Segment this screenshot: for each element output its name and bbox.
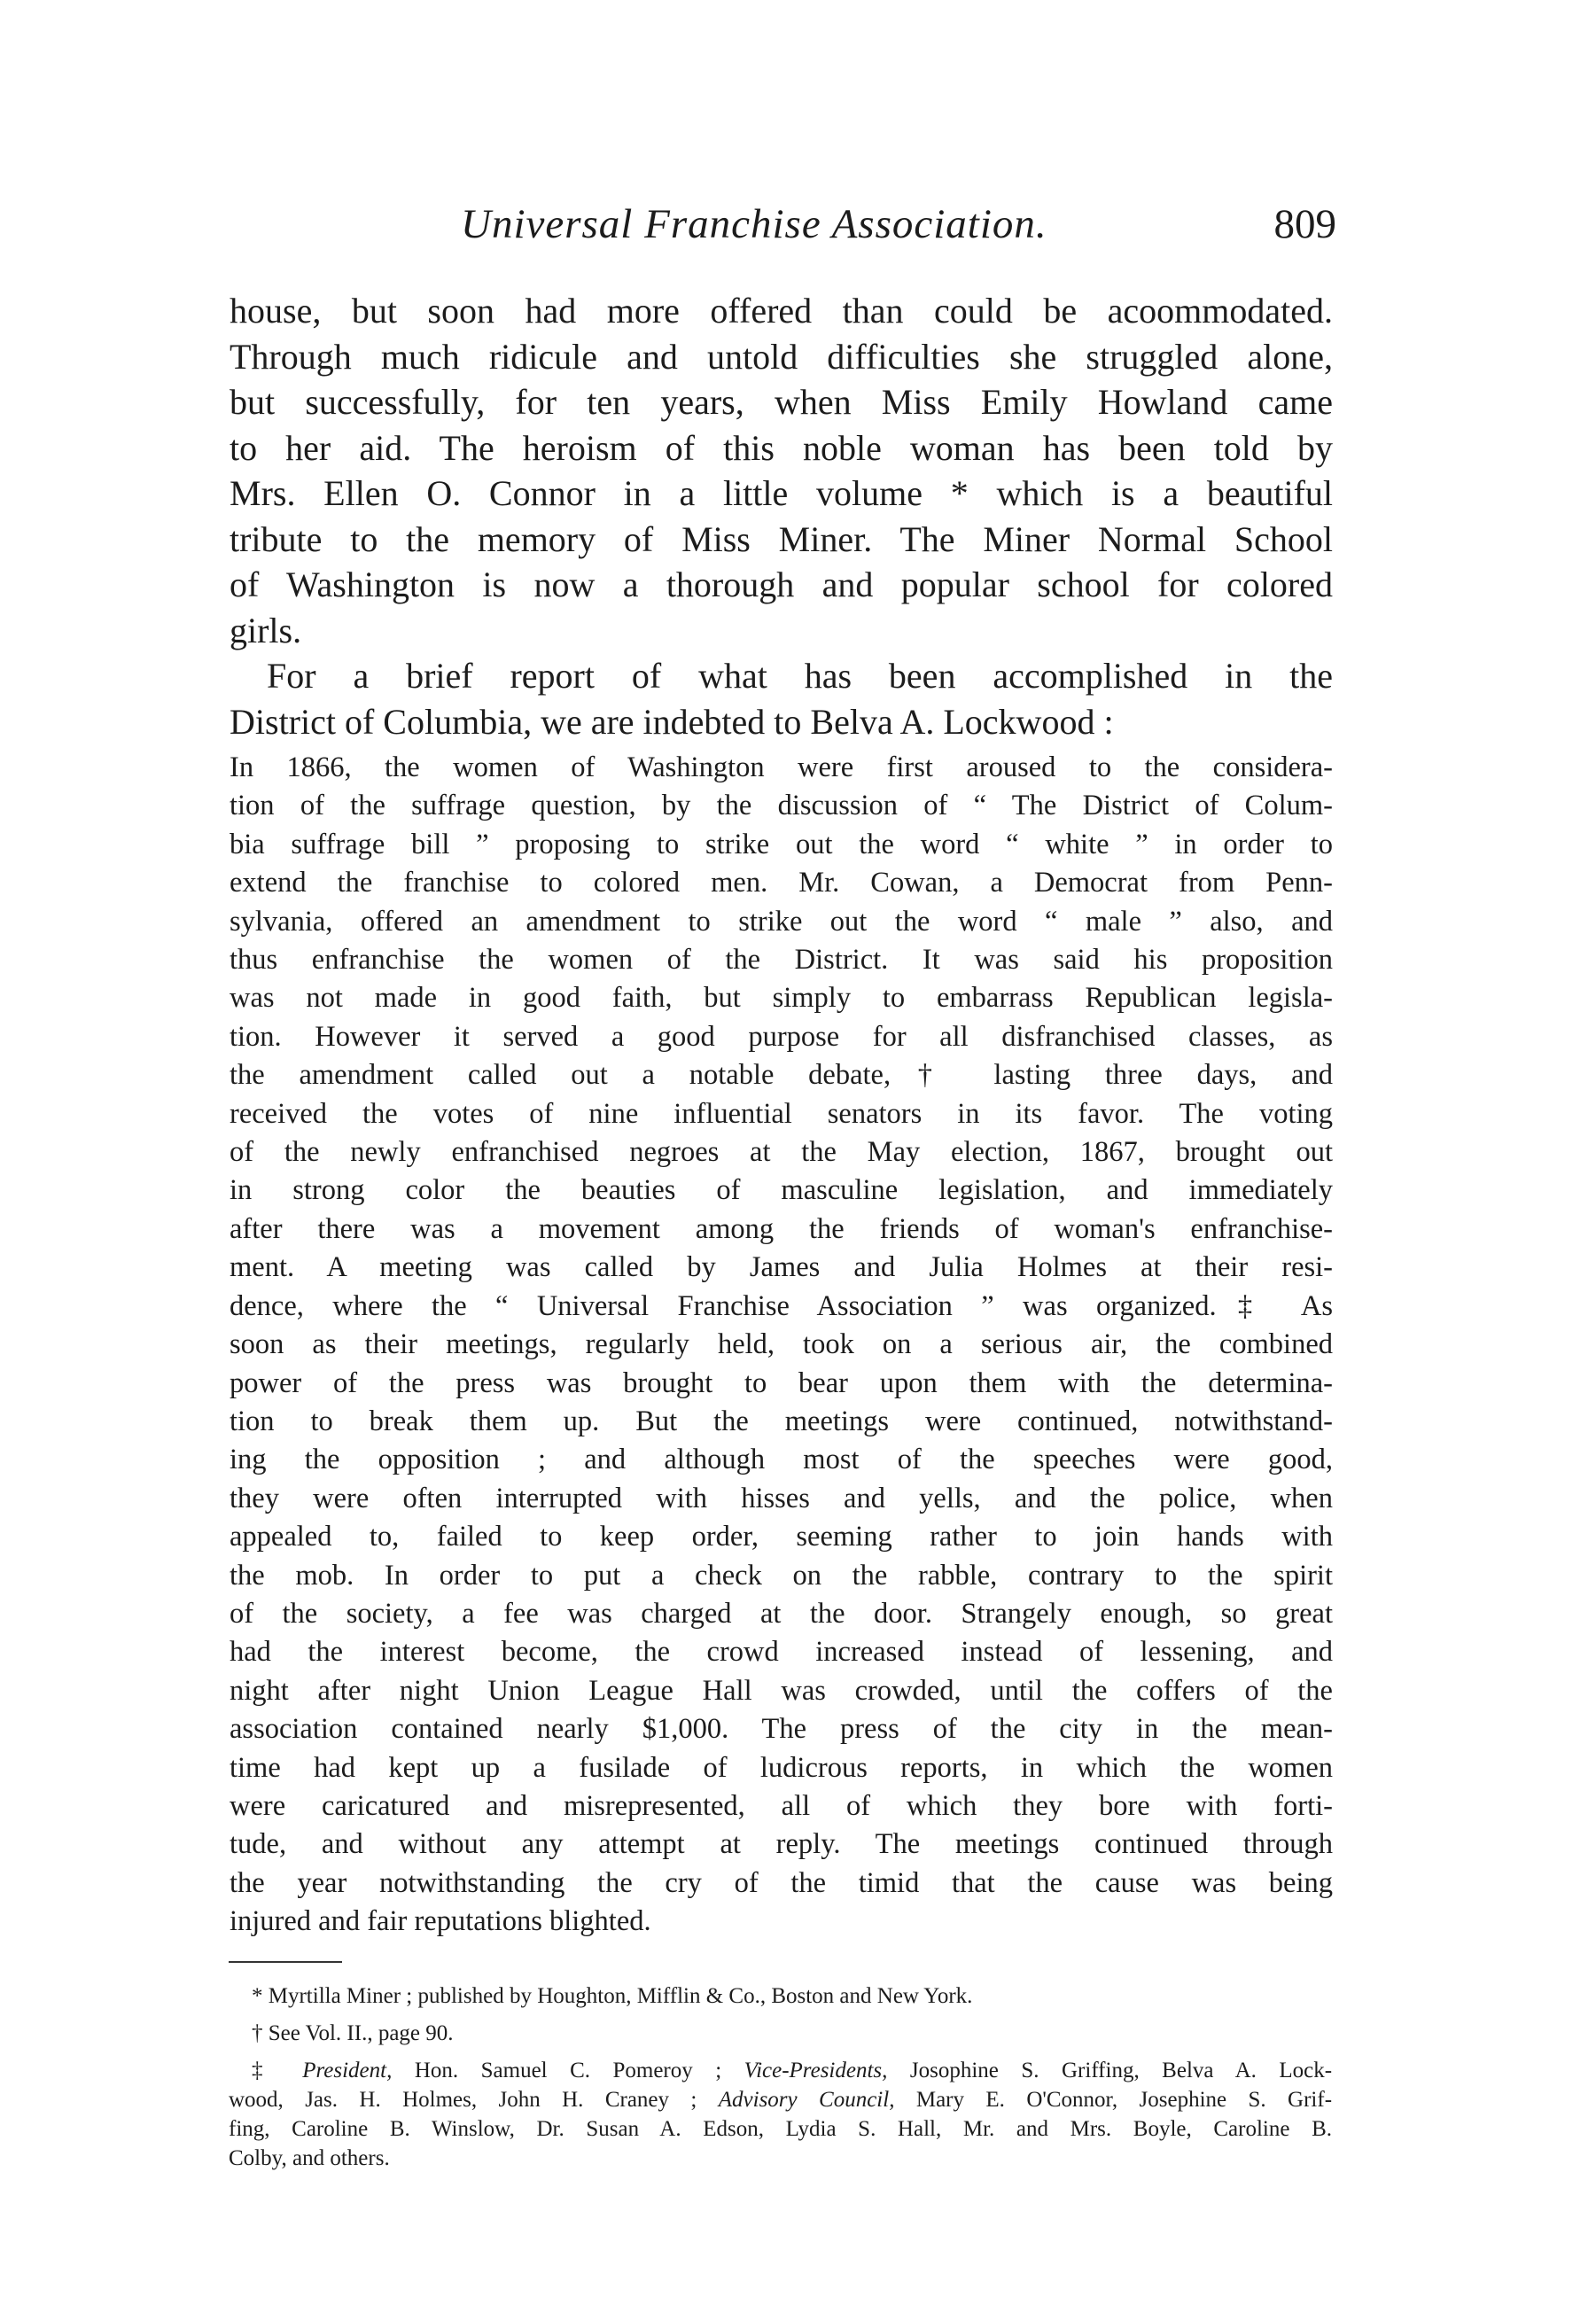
footnote-2: † See Vol. II., page 90. <box>252 2021 454 2045</box>
footnote-3-line: Colby, and others. <box>229 2146 390 2170</box>
extract-line: appealed to, failed to keep order, seeming rather to join hands with <box>230 1521 1333 1553</box>
footnote-label-president: President, <box>302 2059 393 2082</box>
extract-line: after there was a movement among the friends of woman's enfranchise- <box>230 1212 1333 1245</box>
running-head <box>229 200 1336 262</box>
extract-line: was not made in good faith, but simply to embarrass Republican legisla- <box>230 982 1333 1015</box>
extract-line: of the newly enfranchised negroes at the May election, 1867, brought out <box>230 1136 1333 1169</box>
text-line: tribute to the memory of Miss Miner. The Miner Normal School <box>230 518 1333 559</box>
extract-line: in strong color the beauties of masculine legislation, and immediately <box>230 1174 1333 1207</box>
quoted-extract <box>230 749 1333 1942</box>
extract-line: received the votes of nine influential senators in its favor. The voting <box>230 1097 1333 1130</box>
footnote-3-line <box>229 2085 1332 2114</box>
footnote-3-line: fing, Caroline B. Winslow, Dr. Susan A. Edson, Lydia S. Hall, Mr. and Mrs. Boyle, Caroline B. <box>229 2117 1332 2141</box>
body-text <box>230 288 1333 1942</box>
extract-line: the mob. In order to put a check on the rabble, contrary to the spirit <box>230 1559 1333 1592</box>
extract-line: were caricatured and misrepresented, all of which they bore with forti- <box>230 1789 1333 1822</box>
text-line: but successfully, for ten years, when Miss Emily Howland came <box>230 382 1333 422</box>
extract-line: soon as their meetings, regularly held, took on a serious air, the combined <box>230 1328 1333 1361</box>
running-title: Universal Franchise Association. <box>461 201 1047 247</box>
text-line: District of Columbia, we are indebted to Belva A. Lockwood : <box>230 701 1114 742</box>
main-paragraph <box>230 288 1333 653</box>
extract-line: bia suffrage bill ” proposing to strike out the word “ white ” in order to <box>230 828 1333 860</box>
extract-line: ment. A meeting was called by James and Julia Holmes at their resi- <box>230 1251 1333 1284</box>
extract-line: the year notwithstanding the cry of the timid that the cause was being <box>230 1866 1333 1899</box>
extract-line: tion of the suffrage question, by the discussion of “ The District of Colum- <box>230 790 1333 822</box>
footnote-rule <box>229 1961 342 1963</box>
extract-line: the amendment called out a notable debate,† lasting three days, and <box>230 1059 1333 1092</box>
footnote-label-vice: Vice-Presidents, <box>744 2059 888 2082</box>
footnote-label-advisory: Advisory Council, <box>718 2088 895 2112</box>
footnote-3 <box>229 2056 1332 2173</box>
extract-line: they were often interrupted with hisses and yells, and the police, when <box>230 1482 1333 1514</box>
text-line: house, but soon had more offered than could be acoommodated. <box>230 291 1333 331</box>
extract-line: of the society, a fee was charged at the door. Strangely enough, so great <box>230 1597 1333 1630</box>
extract-line: night after night Union League Hall was crowded, until the coffers of the <box>230 1674 1333 1707</box>
intro-paragraph <box>230 653 1333 744</box>
text-line: girls. <box>230 610 302 650</box>
extract-line: extend the franchise to colored men. Mr. Cowan, a Democrat from Penn- <box>230 867 1333 899</box>
footnotes <box>229 1981 1332 2173</box>
text-line: Through much ridicule and untold difficulties she struggled alone, <box>230 336 1333 377</box>
extract-line: injured and fair reputations blighted. <box>230 1905 651 1938</box>
extract-line: thus enfranchise the women of the District. It was said his proposition <box>230 944 1333 977</box>
extract-line: had the interest become, the crowd increased instead of lessening, and <box>230 1636 1333 1669</box>
extract-line: power of the press was brought to bear upon them with the determina- <box>230 1366 1333 1399</box>
extract-line: association contained nearly $1,000. The press of the city in the mean- <box>230 1713 1333 1746</box>
extract-line: tion to break them up. But the meetings were continued, notwithstand- <box>230 1405 1333 1437</box>
page-number: 809 <box>1273 201 1336 247</box>
footnote-mark: ‡ <box>252 2059 280 2082</box>
text-line: Mrs. Ellen O. Connor in a little volume * which is a beautiful <box>230 473 1333 513</box>
text-line: to her aid. The heroism of this noble woman has been told by <box>230 427 1333 468</box>
text-line: For a brief report of what has been accomplished in the <box>267 656 1333 696</box>
extract-line: sylvania, offered an amendment to strike out the word “ male ” also, and <box>230 905 1333 938</box>
text-line: of Washington is now a thorough and popular school for colored <box>230 564 1333 604</box>
footnote-vice-line2: wood, Jas. H. Holmes, John H. Craney ; <box>229 2088 697 2112</box>
extract-line: time had kept up a fusilade of ludicrous reports, in which the women <box>230 1751 1333 1784</box>
extract-line: In 1866, the women of Washington were first aroused to the considera- <box>230 751 1333 783</box>
footnote-1: * Myrtilla Miner ; published by Houghton, Mifflin & Co., Boston and New York. <box>252 1984 973 2008</box>
footnote-advisory-line2: Mary E. O'Connor, Josephine S. Grif- <box>915 2088 1333 2112</box>
footnote-president: Hon. Samuel C. Pomeroy ; <box>414 2059 722 2082</box>
extract-line: tion. However it served a good purpose for all disfranchised classes, as <box>230 1020 1333 1053</box>
extract-line: ing the opposition ; and although most of the speeches were good, <box>230 1444 1333 1476</box>
extract-line: dence, where the “ Universal Franchise Association ” was organized.‡ As <box>230 1289 1333 1322</box>
extract-line: tude, and without any attempt at reply. The meetings continued through <box>230 1828 1333 1861</box>
footnote-3-line <box>229 2056 1332 2085</box>
footnote-vice-line1: Josophine S. Griffing, Belva A. Lock- <box>909 2059 1333 2082</box>
